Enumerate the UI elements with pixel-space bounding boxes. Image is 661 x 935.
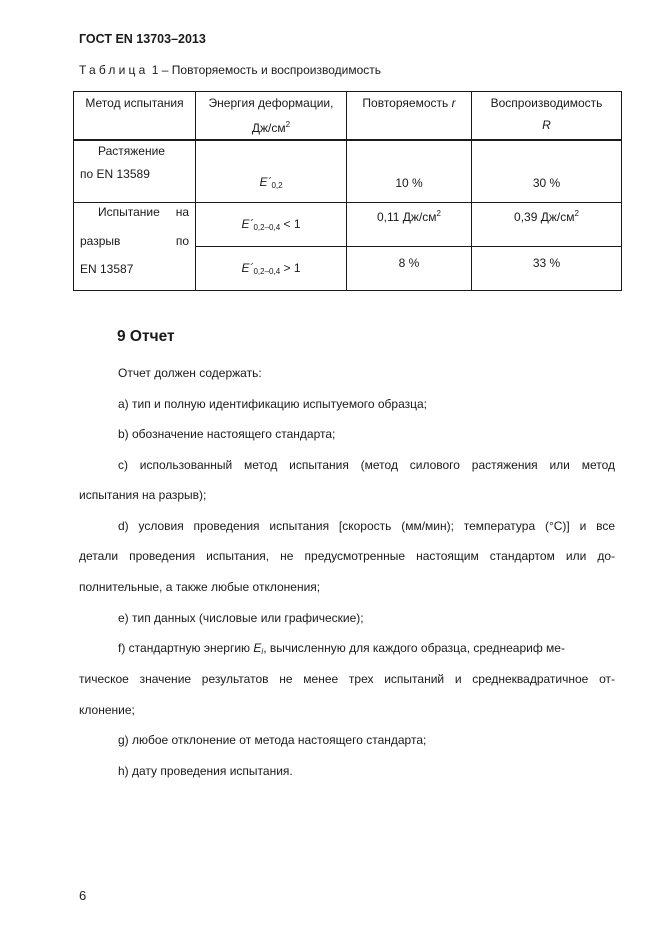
header-reproducibility: Воспроизводимость R (472, 92, 622, 141)
section-title: 9 Отчет (117, 328, 175, 345)
row2b-energy: $E´_{0,2-0,4} > 1$ (196, 246, 347, 290)
page-number: 6 (79, 888, 87, 903)
header-method: Метод испытания (74, 92, 196, 141)
section-intro: Отчет должен содержать: (118, 366, 262, 380)
list-item-c-line1: с) использованный метод испытания (метод силового растяжения или метод (118, 458, 615, 472)
list-item-f-line1: f) стандартную энергию $E_i$, вычисленную для каждого образца, среднеариф ме- (118, 641, 565, 656)
list-item-e: е) тип данных (числовые или графические); (118, 611, 364, 625)
row1-reproducibility: 30 % (472, 140, 622, 202)
row1-repeatability: 10 % (347, 140, 472, 202)
row2a-energy: $E´_{0,2-0,4} < 1$ (196, 202, 347, 246)
list-item-g: g) любое отклонение от метода настоящего стандарта; (118, 733, 427, 747)
list-item-c-line2: испытания на разрыв); (79, 488, 207, 502)
table-row (74, 202, 622, 246)
list-item-b: b) обозначение настоящего стандарта; (118, 427, 336, 441)
header-energy: Энергия деформации, $Дж/см^2$ (196, 92, 347, 141)
document-code: ГОСТ EN 13703–2013 (79, 32, 206, 46)
row2a-reproducibility: 0,39 $Дж/см^2$ (472, 202, 622, 246)
row2a-repeatability: 0,11 $Дж/см^2$ (347, 202, 472, 246)
table-row (74, 140, 622, 202)
list-item-d-line2: детали проведения испытания, не предусмотренные настоящим стандартом или до- (79, 549, 615, 563)
row2-method: Испытание на разрыв по EN 13587 (74, 202, 196, 290)
table-caption-title: 1 – Повторяемость и воспроизводимость (148, 63, 381, 77)
table-caption-word: Таблица (79, 63, 149, 77)
list-item-h: h) дату проведения испытания. (118, 764, 293, 778)
list-item-d-line3: полнительные, а также любые отклонения; (79, 580, 321, 594)
list-item-f-line2: тическое значение результатов не менее трех испытаний и среднеквадратичное от- (79, 672, 615, 686)
table-caption (79, 63, 381, 77)
table-header-row (74, 92, 622, 141)
row1-energy: $E´_{0,2}$ (196, 140, 347, 202)
row1-method: Растяжение по EN 13589 (74, 140, 196, 202)
list-item-d-line1: d) условия проведения испытания [скорость (мм/мин); температура (°С)] и все (118, 519, 615, 533)
list-item-a: а) тип и полную идентификацию испытуемого образца; (118, 397, 428, 411)
row2b-reproducibility: 33 % (472, 246, 622, 290)
header-repeatability: Повторяемость r (347, 92, 472, 141)
list-item-f-line3: клонение; (79, 703, 135, 717)
row2b-repeatability: 8 % (347, 246, 472, 290)
repeatability-table (73, 91, 622, 291)
